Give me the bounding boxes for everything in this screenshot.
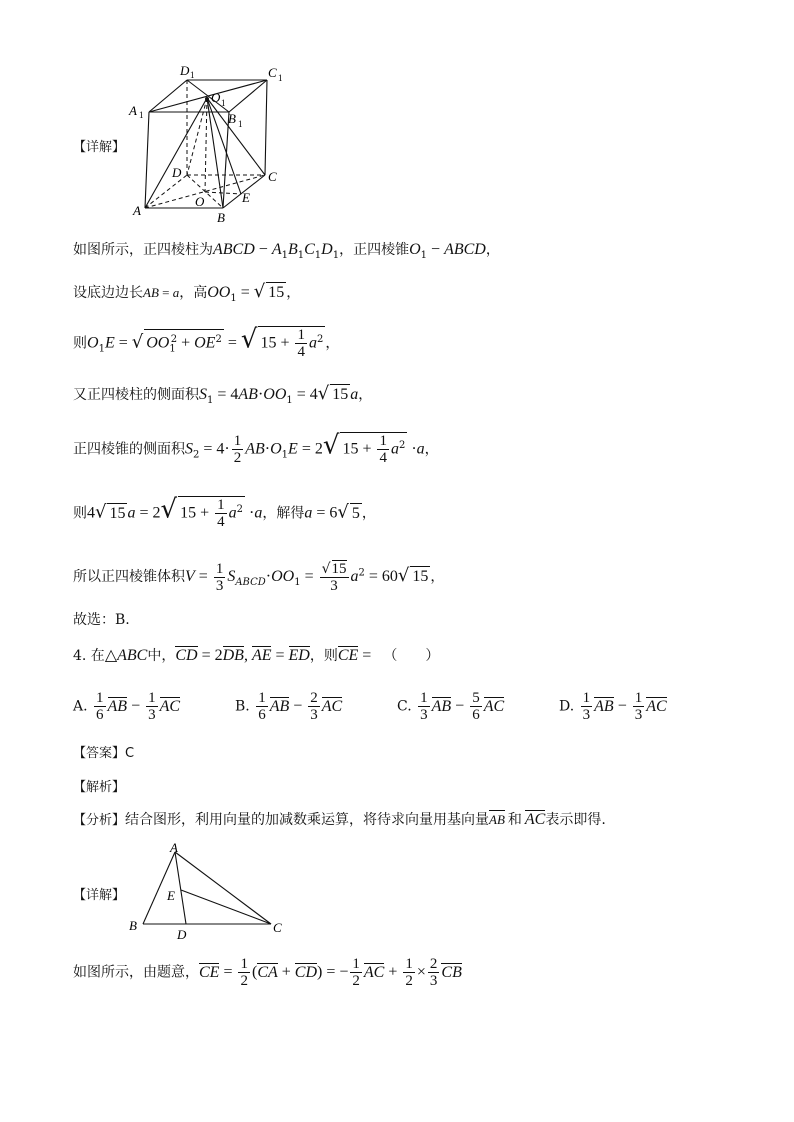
- triangle-figure: [125, 842, 295, 942]
- detail-tag-2: 【详解】: [73, 888, 126, 903]
- tri-label-C: C: [273, 920, 282, 935]
- label-C1: C: [268, 65, 277, 80]
- label-B1: B: [228, 111, 236, 126]
- detail-tag-1: 【详解】: [73, 140, 126, 155]
- solution-line-5: 正四棱锥的侧面积$S_2 = 4\cdot$ $\frac{1}{2}$ $AB\cdot O_1E = 2√$ 15 + $\frac{1}{4}$ $a^2 \cdot a$，: [73, 430, 439, 466]
- svg-text:1: 1: [190, 70, 195, 80]
- svg-text:1: 1: [221, 98, 226, 108]
- label-D1: D: [180, 63, 190, 78]
- tri-label-E: E: [167, 888, 175, 903]
- svg-text:1: 1: [139, 110, 144, 120]
- option-a[interactable]: A. $\frac{1}{6}$ AB − $\frac{1}{3}$ AC: [73, 690, 181, 723]
- option-d[interactable]: D. $\frac{1}{3}$ AB − $\frac{1}{3}$ AC: [559, 690, 667, 723]
- answer: 【答案】C: [73, 746, 135, 761]
- solution-line-4: 又正四棱柱的侧面积$S_1 = 4AB\cdot OO_1 = 4√$ 15 a，: [73, 383, 373, 406]
- question-4: 4. 在△ABC中，CD = 2DB, AE = ED，则CE = （ ）: [73, 647, 440, 664]
- label-E: E: [242, 190, 250, 205]
- tri-label-D: D: [177, 927, 187, 942]
- tri-label-A: A: [170, 842, 178, 855]
- label-A: A: [133, 203, 141, 218]
- tri-label-B: B: [129, 918, 137, 933]
- option-c[interactable]: C. $\frac{1}{3}$ AB − $\frac{5}{6}$ AC: [397, 690, 505, 723]
- solution-line-6: 则4√ 15 a = 2√ 15 + $\frac{1}{4}$ $a^2 \cdot a$，解得a = 6√ 5 ，: [73, 494, 376, 530]
- label-D: D: [172, 165, 182, 180]
- solution-last-line: 如图所示，由题意，CE = $\frac{1}{2}$ (CA + CD) = − $\frac{1}{2}$ AC + $\frac{1}{2}$ × $\frac{2}{3}$ CB: [73, 956, 462, 989]
- label-O1: O: [211, 90, 221, 105]
- prism-pyramid-figure: [125, 62, 295, 227]
- svg-text:1: 1: [278, 73, 283, 83]
- solution-line-8: 故选：B.: [73, 612, 130, 628]
- label-B: B: [217, 210, 225, 225]
- solution-line-3: 则$O_1E$ = √ $OO_1^2 + OE^2$ = √ 15 + $\frac{1}{4}$ $a^2$ ，: [73, 324, 340, 360]
- option-b[interactable]: B. $\frac{1}{6}$ AB − $\frac{2}{3}$ AC: [235, 690, 343, 723]
- solution-line-7: 所以正四棱锥体积V = $\frac{1}{3}$ $S_{ABCD}\cdot OO_1$ = $\frac{√15}{3}$ $a^2 = 60√$ 15 ，: [73, 560, 445, 594]
- label-O: O: [195, 194, 205, 209]
- svg-text:1: 1: [238, 119, 243, 129]
- solution-line-1: 如图所示，正四棱柱为ABCD − $A_1B_1C_1D_1$，正四棱锥$O_1$ − ABCD，: [73, 241, 500, 261]
- analysis-line: 【分析】结合图形，利用向量的加减数乘运算，将待求向量用基向量AB 和 AC表示即得.: [73, 811, 606, 828]
- analysis-tag: 【解析】: [73, 780, 126, 795]
- label-C: C: [268, 169, 277, 184]
- label-A1: A: [129, 103, 137, 118]
- solution-line-2: 设底边边长AB = a，高$OO_1$ = √ 15 ，: [73, 281, 301, 304]
